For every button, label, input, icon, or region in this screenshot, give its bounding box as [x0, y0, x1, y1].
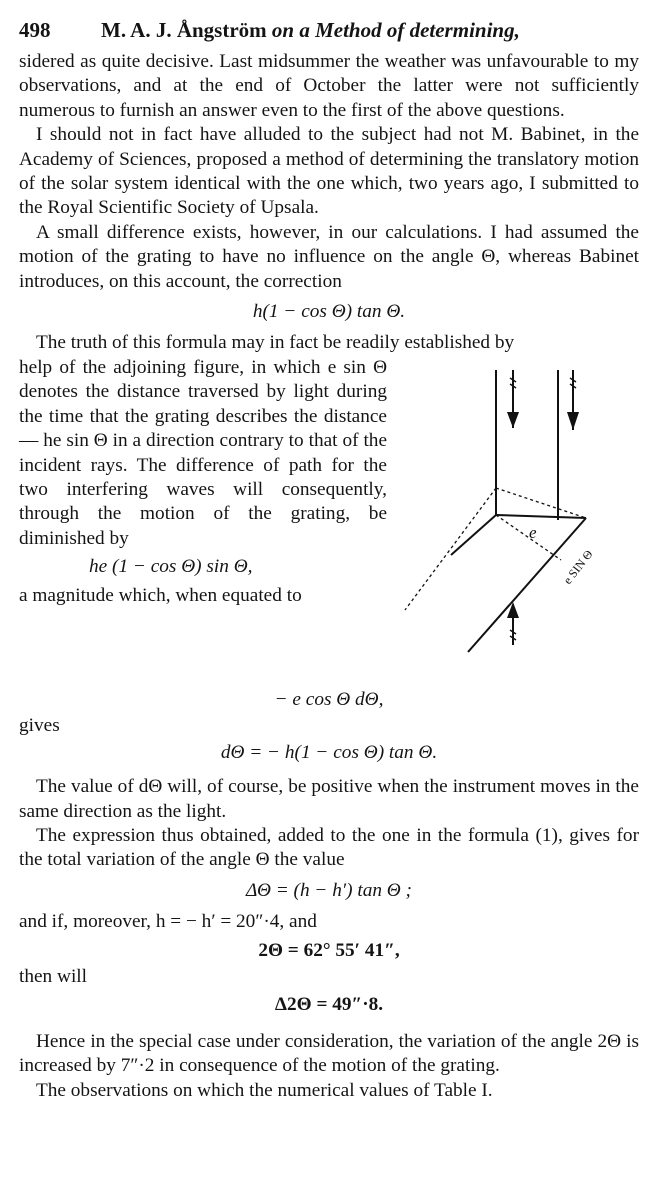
equation-3: − e cos Θ dΘ,	[274, 688, 384, 710]
equation-7: Δ2Θ = 49″·8.	[274, 994, 384, 1016]
paragraph-11: Hence in the special case under consideration, the variation of the angle 2Θ is increased by 7″·2 in consequence of the motion of the grating.	[19, 1030, 639, 1077]
paragraph-1: sidered as quite decisive. Last midsummer the weather was unfavourable to my observations, and at the end of October the latter were not sufficiently numerous to furnish an answer even to the first of the above questions.	[19, 51, 639, 121]
page-number: 498	[19, 18, 51, 42]
paragraph-3: A small difference exists, however, in our calculations. I had assumed the motion of the grating to have no influence on the angle Θ, whereas Babinet introduces, on this account, the correction	[19, 221, 639, 292]
paragraph-10: then will	[19, 965, 88, 987]
running-header	[19, 14, 639, 50]
equation-4: dΘ = − h(1 − cos Θ) tan Θ.	[220, 741, 438, 763]
paragraph-5: a magnitude which, when equated to	[19, 584, 302, 606]
author-name: M. A. J. Ångström	[101, 18, 267, 42]
paragraph-4-body: help of the adjoining figure, in which e sin Θ denotes the distance traversed by light during the time that the grating describes the distance — he sin Θ in a direction contrary to that of the incident rays. The difference of path for the two interfering waves will consequently, through the motion of the grating, be diminished by	[19, 356, 387, 549]
equation-1: h(1 − cos Θ) tan Θ.	[252, 301, 406, 323]
running-title	[101, 18, 520, 43]
paragraph-8: The expression thus obtained, added to the one in the formula (1), gives for the total variation of the angle Θ the value	[19, 824, 639, 871]
title-italic: on a Method of determining,	[271, 18, 520, 42]
paragraph-6: gives	[19, 715, 60, 737]
grating-diagram	[393, 360, 647, 682]
page	[19, 14, 639, 1103]
equation-2: he (1 − cos Θ) sin Θ,	[89, 556, 253, 578]
paragraph-7: The value of dΘ will, of course, be positive when the instrument moves in the same direction as the light.	[19, 776, 639, 822]
figure-label-esin: e SIN Θ	[560, 547, 596, 587]
equation-5: ΔΘ = (h − h′) tan Θ ;	[246, 879, 412, 901]
paragraph-2: I should not in fact have alluded to the subject had not M. Babinet, in the Academy of Sciences, proposed a method of determining the translatory motion of the solar system identical with the one which, two years ago, I submitted to the Royal Scientific Society of Upsala.	[19, 124, 639, 219]
paragraph-9: and if, moreover, h = − h′ = 20″·4, and	[19, 911, 317, 933]
paragraph-12: The observations on which the numerical values of Table I.	[36, 1079, 493, 1101]
equation-6: 2Θ = 62° 55′ 41″,	[258, 939, 400, 961]
grating-figure	[393, 360, 647, 682]
figure-label-e: e	[529, 522, 537, 542]
paragraph-4-first-line: The truth of this formula may in fact be readily established by	[36, 332, 515, 354]
